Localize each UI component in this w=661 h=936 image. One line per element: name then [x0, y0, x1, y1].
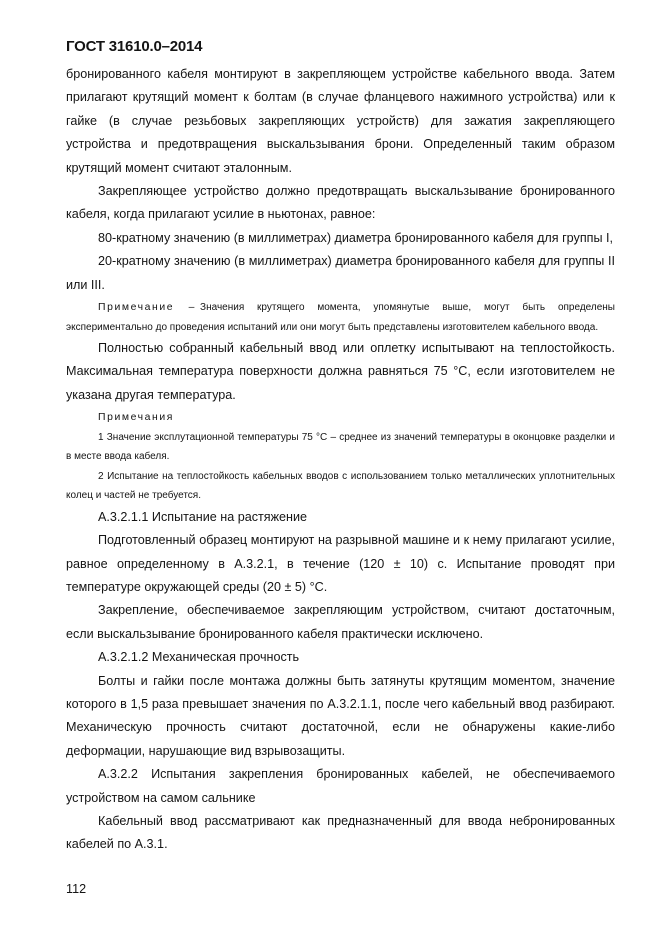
note-operating-temperature: 1 Значение эксплутационной температуры 75 °С – среднее из значений температуры в оконцовке разделки и в месте ввода кабеля. [66, 431, 615, 463]
section-title: Испытания закрепления бронированных кабелей, не обеспечиваемого устройством на самом сальнике [66, 767, 615, 805]
paragraph-clamping-sufficient: Закрепление, обеспечиваемое закрепляющим устройством, считают достаточным, если выскальзывание бронированного кабеля практически исключено. [66, 603, 615, 641]
section-title: Испытание на растяжение [151, 509, 308, 524]
section-heading-armored-clamping-tests [66, 763, 615, 810]
section-number: А.3.2.1.2 [98, 650, 149, 665]
paragraph-armored-cable-mounting: бронированного кабеля монтируют в закрепляющем устройстве кабельного ввода. Затем прилагают крутящий момент к болтам (в случае фланцевого нажимного устройства) или к гайке (в случае резьбовых закрепляющих устройств) для зажатия закрепляющего устройства и предотвращения выскальзывания брони. Определенный таким образом крутящий момент считают эталонным. [66, 67, 615, 175]
note-torque [66, 298, 615, 337]
paragraph-unarmored-entry: Кабельный ввод рассматривают как предназначенный для ввода небронированных кабелей по А.3.1. [66, 814, 615, 852]
section-number: А.3.2.2 [98, 767, 138, 782]
section-heading-tensile-test [66, 506, 615, 529]
notes-heading-text: Примечания [98, 412, 174, 424]
paragraph-group-ii-iii-force: 20-кратному значению (в миллиметрах) диаметра бронированного кабеля для группы II или III. [66, 254, 615, 292]
note-torque-text: Значения крутящего момента, упомянутые выше, могут быть определены экспериментально до проведения испытаний или они могут быть представлены изготовителем кабельного ввода. [66, 302, 615, 333]
paragraph-bolts-torque: Болты и гайки после монтажа должны быть затянуты крутящим моментом, значение которого в 1,5 раза превышает значения по А.3.2.1.1, после чего кабельный ввод разбирают. Механическую прочность считают достаточной, если не обнаружены какие-либо деформации, нарушающие вид взрывозащиты. [66, 673, 615, 758]
section-number: А.3.2.1.1 [98, 509, 149, 524]
page-number: 112 [66, 882, 87, 896]
paragraph-group-i-force: 80-кратному значению (в миллиметрах) диаметра бронированного кабеля для группы I, [98, 230, 614, 245]
paragraph-heat-resistance: Полностью собранный кабельный ввод или оплетку испытывают на теплостойкость. Максимальная температура поверхности должна равняться 75 °С, если изготовителем не указана другая температура. [66, 341, 615, 402]
section-heading-mechanical-strength [66, 646, 615, 669]
paragraph-tensile-procedure: Подготовленный образец монтируют на разрывной машине и к нему прилагают усилие, равное определенному в А.3.2.1, в течение (120 ± 10) с. Испытание проводят при температуре окружающей среды (20 ± 5) °С. [66, 533, 615, 594]
section-title: Механическая прочность [151, 650, 300, 665]
notes-heading [66, 408, 615, 428]
document-header: ГОСТ 31610.0–2014 [66, 38, 203, 55]
paragraph-clamping-requirement: Закрепляющее устройство должно предотвращать выскальзывание бронированного кабеля, когда прилагают усилие в ньютонах, равное: [66, 184, 615, 222]
note-metal-rings: 2 Испытание на теплостойкость кабельных вводов с использованием только металлических уплотнительных колец и частей не требуется. [66, 470, 615, 502]
note-torque-heading: Примечание – [98, 302, 197, 314]
document-body [66, 63, 615, 857]
